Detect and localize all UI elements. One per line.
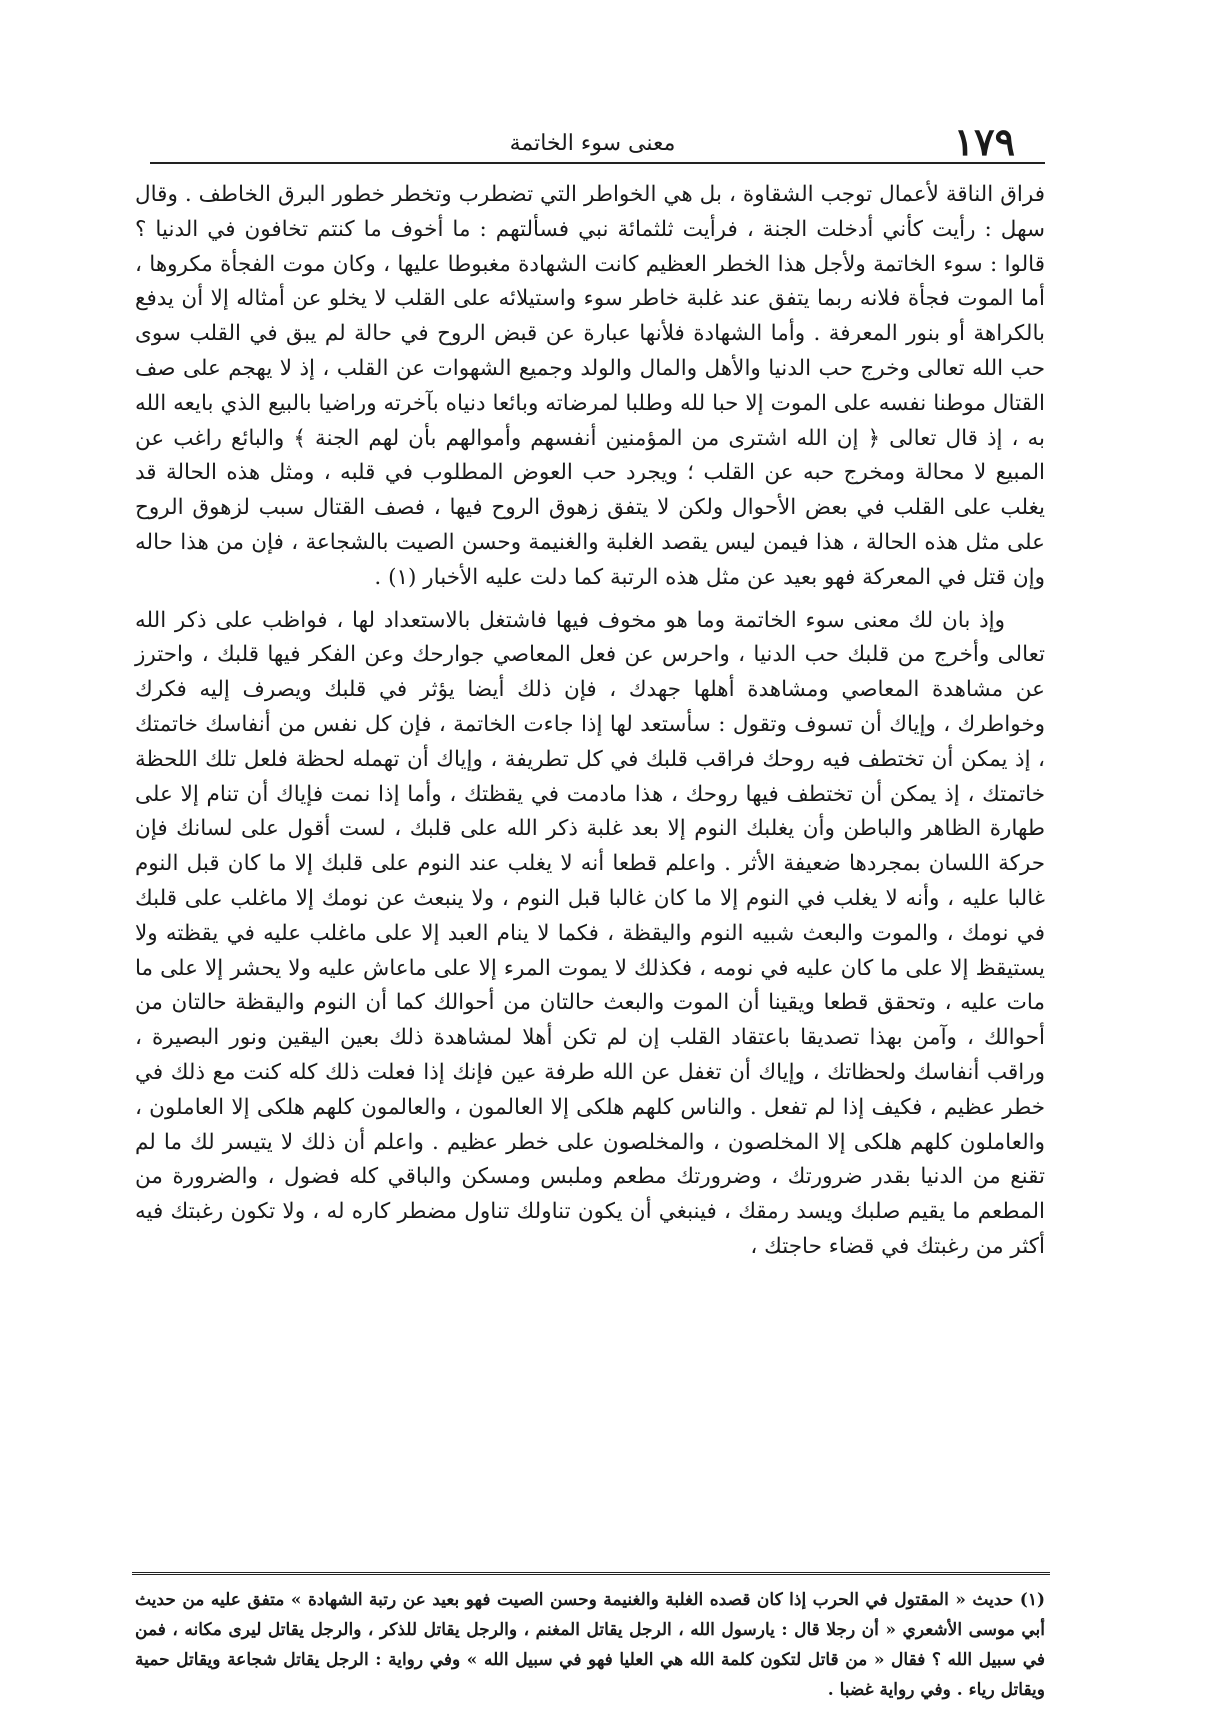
paragraph-1: فراق الناقة لأعمال توجب الشقاوة ، بل هي الخواطر التي تضطرب وتخطر خطور البرق الخاطف . وقال سهل : رأيت كأني أدخلت الجنة ، فرأيت ثلثمائة نبي فسألتهم : ما أخوف ما كنتم تخافون في الدنيا ؟ قالوا : سوء الخاتمة ولأجل هذا الخطر العظيم كانت الشهادة مغبوطا عليها ، وكان موت الفجأة مكروها ، أما الموت فجأة فلانه ربما يتفق عند غلبة خاطر سوء واستيلائه على القلب لا يخلو عن أمثاله إلا أن يدفع بالكراهة أو بنور المعرفة . وأما الشهادة فلأنها عبارة عن قبض الروح في حالة لم يبق في القلب سوى حب الله تعالى وخرج حب الدنيا والأهل والمال والولد وجميع الشهوات عن القلب ، إذ لا يهجم على صف القتال موطنا نفسه على الموت إلا حبا لله وطلبا لمرضاته وبائعا دنياه بآخرته وراضيا بالبيع الذي بايعه الله به ، إذ قال تعالى ﴿ إن الله اشترى من المؤمنين أنفسهم وأموالهم بأن لهم الجنة ﴾ والبائع راغب عن المبيع لا محالة ومخرج حبه عن القلب ؛ ويجرد حب العوض المطلوب في قلبه ، ومثل هذه الحالة قد يغلب على القلب في بعض الأحوال ولكن لا يتفق زهوق الروح فيها ، فصف القتال سبب لزهوق الروح على مثل هذه الحالة ، هذا فيمن ليس يقصد الغلبة والغنيمة وحسن الصيت بالشجاعة ، فإن من هذا حاله وإن قتل في المعركة فهو بعيد عن مثل هذه الرتبة كما دلت عليه الأخبار (١) . — [135, 182, 1045, 590]
main-text — [135, 178, 1045, 1265]
running-title: معنى سوء الخاتمة — [509, 131, 676, 156]
paragraph-2: وإذ بان لك معنى سوء الخاتمة وما هو مخوف فيها فاشتغل بالاستعداد لها ، فواظب على ذكر الله تعالى وأخرج من قلبك حب الدنيا ، واحرس عن فعل المعاصي جوارحك وعن الفكر فيها قلبك ، واحترز عن مشاهدة المعاصي ومشاهدة أهلها جهدك ، فإن ذلك أيضا يؤثر في قلبك ويصرف إليه فكرك وخواطرك ، وإياك أن تسوف وتقول : سأستعد لها إذا جاءت الخاتمة ، فإن كل نفس من أنفاسك خاتمتك ، إذ يمكن أن تختطف فيه روحك فراقب قلبك في كل تطريفة ، وإياك أن تهمله لحظة فلعل تلك اللحظة خاتمتك ، إذ يمكن أن تختطف فيها روحك ، هذا مادمت في يقظتك ، وأما إذا نمت فإياك أن تنام إلا على طهارة الظاهر والباطن وأن يغلبك النوم إلا بعد غلبة ذكر الله على قلبك ، لست أقول على لسانك فإن حركة اللسان بمجردها ضعيفة الأثر . واعلم قطعا أنه لا يغلب عند النوم على قلبك إلا ما كان قبل النوم غالبا عليه ، وأنه لا يغلب في النوم إلا ما كان غالبا قبل النوم ، ولا ينبعث عن نومك إلا ماغلب على قلبك في نومك ، والموت والبعث شبيه النوم واليقظة ، فكما لا ينام العبد إلا على ماغلب عليه في يقظته ولا يستيقظ إلا على ما كان عليه في نومه ، فكذلك لا يموت المرء إلا على ماعاش عليه ولا يحشر إلا على ما مات عليه ، وتحقق قطعا ويقينا أن الموت والبعث حالتان من أحوالك كما أن النوم واليقظة حالتان من أحوالك ، وآمن بهذا تصديقا باعتقاد القلب إن لم تكن أهلا لمشاهدة ذلك بعين اليقين ونور البصيرة ، وراقب أنفاسك ولحظاتك ، وإياك أن تغفل عن الله طرفة عين فإنك إذا فعلت ذلك كله كنت مع ذلك في خطر عظيم ، فكيف إذا لم تفعل . والناس كلهم هلكى إلا العالمون ، والعالمون كلهم هلكى إلا العاملون ، والعاملون كلهم هلكى إلا المخلصون ، والمخلصون على خطر عظيم . واعلم أن ذلك لا يتيسر لك ما لم تقنع من الدنيا بقدر ضرورتك ، وضرورتك مطعم وملبس ومسكن والباقي كله فضول ، والضرورة من المطعم ما يقيم صلبك ويسد رمقك ، فينبغي أن يكون تناولك تناول مضطر كاره له ، ولا تكون رغبتك فيه أكثر من رغبتك في قضاء حاجتك ، — [135, 607, 1045, 1259]
page-header — [150, 118, 1035, 168]
header-rule — [150, 162, 1045, 164]
footnote-rule — [132, 1572, 1050, 1577]
footnote: (١) حديث « المقتول في الحرب إذا كان قصده الغلبة والغنيمة وحسن الصيت فهو بعيد عن رتبة الشهادة » متفق عليه من حديث أبي موسى الأشعري « أن رجلا قال : يارسول الله ، الرجل يقاتل المغنم ، والرجل يقاتل للذكر ، والرجل يقاتل ليرى مكانه ، فمن في سبيل الله ؟ فقال « من قاتل لتكون كلمة الله هي العليا فهو في سبيل الله » وفي رواية : الرجل يقاتل شجاعة ويقاتل حمية ويقاتل رياء . وفي رواية غضبا . — [135, 1590, 1045, 1700]
page-number: ١٧٩ — [953, 119, 1015, 164]
